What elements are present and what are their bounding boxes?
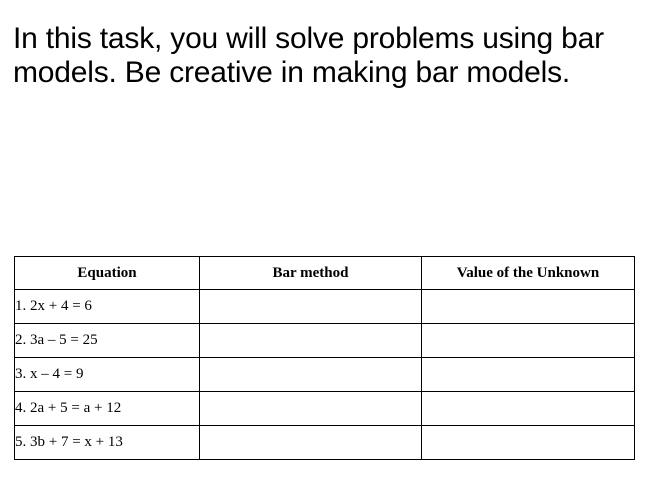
equation-cell: 5. 3b + 7 = x + 13 xyxy=(15,426,200,460)
column-header-equation: Equation xyxy=(15,257,200,290)
equation-cell: 4. 2a + 5 = a + 12 xyxy=(15,392,200,426)
equation-cell: 1. 2x + 4 = 6 xyxy=(15,290,200,324)
instruction-text: In this task, you will solve problems using bar models. Be creative in making bar models. xyxy=(13,22,604,89)
bar-method-cell[interactable] xyxy=(200,324,422,358)
table-row xyxy=(15,290,635,324)
value-cell[interactable] xyxy=(422,290,635,324)
value-cell[interactable] xyxy=(422,392,635,426)
table-row xyxy=(15,358,635,392)
value-cell[interactable] xyxy=(422,324,635,358)
value-cell[interactable] xyxy=(422,426,635,460)
bar-method-cell[interactable] xyxy=(200,392,422,426)
task-table-container xyxy=(14,256,634,460)
equation-cell: 3. x – 4 = 9 xyxy=(15,358,200,392)
value-cell[interactable] xyxy=(422,358,635,392)
column-header-bar-method: Bar method xyxy=(200,257,422,290)
bar-method-cell[interactable] xyxy=(200,290,422,324)
table-header-row xyxy=(15,257,635,290)
bar-method-cell[interactable] xyxy=(200,426,422,460)
task-table xyxy=(14,256,635,460)
table-row xyxy=(15,392,635,426)
equation-cell: 2. 3a – 5 = 25 xyxy=(15,324,200,358)
column-header-value-unknown: Value of the Unknown xyxy=(422,257,635,290)
table-row xyxy=(15,324,635,358)
table-row xyxy=(15,426,635,460)
bar-method-cell[interactable] xyxy=(200,358,422,392)
